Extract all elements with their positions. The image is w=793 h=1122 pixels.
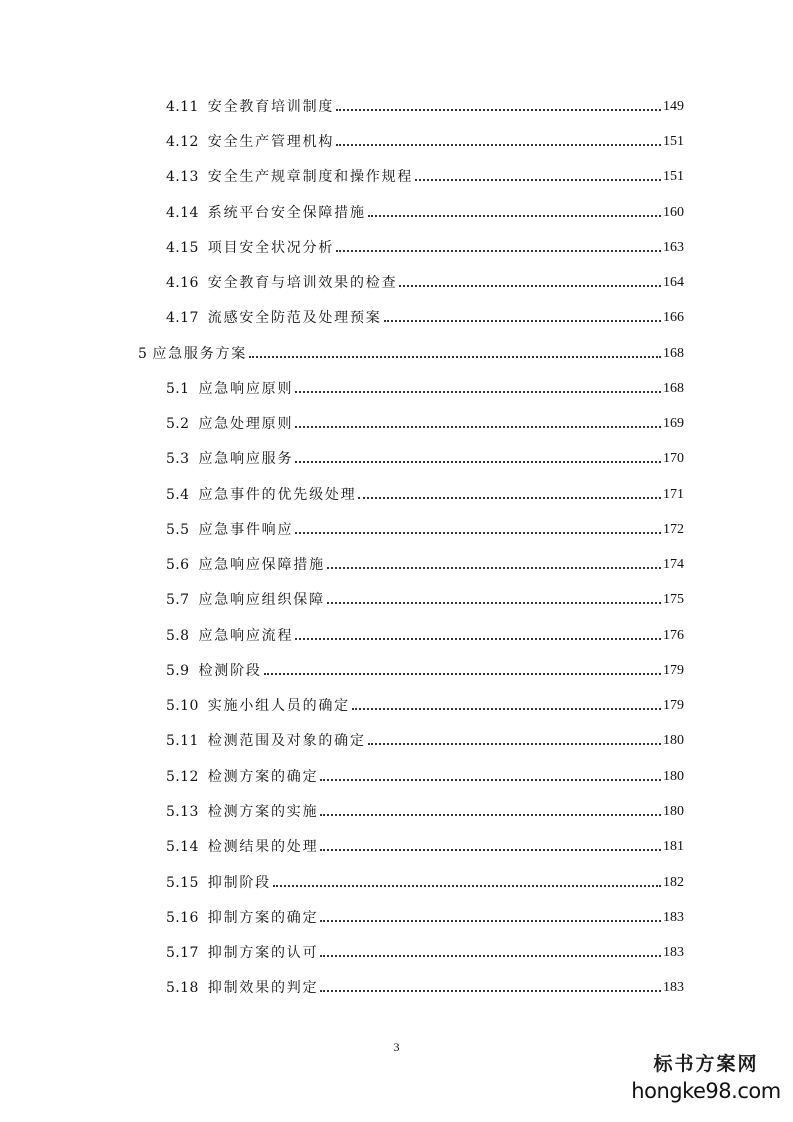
- toc-dot-leader: [295, 532, 661, 534]
- toc-entry-number: 4.16: [166, 275, 199, 291]
- toc-dot-leader: [320, 814, 661, 816]
- toc-entry-page: 151: [663, 169, 684, 184]
- toc-entry-title: 检测范围及对象的确定: [207, 733, 366, 749]
- toc-entry-number: 5.15: [166, 875, 199, 891]
- toc-entry-number: 5: [138, 346, 148, 362]
- toc-dot-leader: [384, 320, 661, 322]
- toc-entry-title: 应急响应保障措施: [198, 557, 325, 573]
- toc-entry-title: 应急服务方案: [152, 346, 248, 362]
- toc-entry[interactable]: [166, 164, 684, 186]
- toc-entry-page: 164: [663, 275, 684, 290]
- toc-entry-title: 检测方案的实施: [207, 804, 319, 820]
- toc-entry[interactable]: [166, 270, 684, 292]
- toc-entry-number: 4.14: [166, 205, 199, 221]
- toc-entry-number: 4.12: [166, 134, 199, 150]
- toc-entry-page: 179: [663, 698, 684, 713]
- watermark-domain: hongke98.com: [631, 1079, 781, 1103]
- toc-dot-leader: [415, 179, 661, 181]
- toc-dot-leader: [368, 743, 661, 745]
- toc-chapter-entry[interactable]: [138, 341, 684, 363]
- toc-entry[interactable]: [166, 834, 684, 856]
- toc-entry[interactable]: [166, 940, 684, 962]
- toc-entry-title: 检测方案的确定: [207, 769, 319, 785]
- toc-entry-page: 175: [663, 592, 684, 607]
- toc-entry-page: 183: [663, 945, 684, 960]
- toc-entry-page: 180: [663, 769, 684, 784]
- toc-entry-title: 应急响应服务: [198, 451, 294, 467]
- toc-entry-number: 4.11: [166, 99, 199, 115]
- toc-entry-number: 5.5: [166, 522, 190, 538]
- toc-entry-number: 5.8: [166, 628, 190, 644]
- toc-entry-page: 166: [663, 310, 684, 325]
- toc-entry-title: 应急处理原则: [198, 416, 294, 432]
- toc-entry-number: 5.2: [166, 416, 190, 432]
- toc-entry-page: 171: [663, 487, 684, 502]
- toc-dot-leader: [320, 849, 661, 851]
- toc-entry-title: 检测阶段: [198, 663, 262, 679]
- toc-dot-leader: [264, 673, 661, 675]
- toc-dot-leader: [295, 391, 661, 393]
- toc-entry-title: 流感安全防范及处理预案: [207, 310, 382, 326]
- toc-entry-page: 168: [663, 381, 684, 396]
- toc-entry-title: 应急事件的优先级处理: [198, 487, 357, 503]
- toc-entry-number: 5.14: [166, 839, 199, 855]
- toc-entry-page: 172: [663, 522, 684, 537]
- toc-dot-leader: [320, 920, 661, 922]
- toc-entry-number: 5.17: [166, 945, 199, 961]
- toc-dot-leader: [336, 109, 661, 111]
- toc-entry[interactable]: [166, 764, 684, 786]
- toc-entry[interactable]: [166, 411, 684, 433]
- toc-dot-leader: [336, 144, 661, 146]
- toc-entry-number: 5.9: [166, 663, 190, 679]
- toc-entry-title: 应急响应原则: [198, 381, 294, 397]
- toc-entry[interactable]: [166, 376, 684, 398]
- toc-dot-leader: [320, 990, 661, 992]
- toc-dot-leader: [249, 356, 661, 358]
- toc-entry[interactable]: [166, 446, 684, 468]
- toc-entry[interactable]: [166, 517, 684, 539]
- toc-entry-title: 项目安全状况分析: [207, 240, 335, 256]
- toc-entry-title: 抑制方案的确定: [207, 910, 319, 926]
- toc-entry-page: 170: [663, 451, 684, 466]
- toc-entry-page: 181: [663, 839, 684, 854]
- toc-entry[interactable]: [166, 693, 684, 715]
- toc-entry-page: 149: [663, 99, 684, 114]
- toc-entry-title: 抑制效果的判定: [207, 980, 319, 996]
- toc-entry-number: 5.13: [166, 804, 199, 820]
- toc-dot-leader: [295, 461, 661, 463]
- toc-entry-page: 168: [663, 346, 684, 361]
- toc-entry-title: 安全生产规章制度和操作规程: [207, 169, 414, 185]
- toc-entry-page: 176: [663, 628, 684, 643]
- toc-entry-title: 抑制阶段: [207, 875, 271, 891]
- toc-entry-number: 4.13: [166, 169, 199, 185]
- toc-entry-page: 180: [663, 733, 684, 748]
- toc-entry[interactable]: [166, 235, 684, 257]
- toc-entry-title: 抑制方案的认可: [207, 945, 319, 961]
- toc-entry-number: 4.15: [166, 240, 199, 256]
- toc-entry[interactable]: [166, 305, 684, 327]
- toc-dot-leader: [295, 426, 661, 428]
- toc-entry-number: 5.1: [166, 381, 190, 397]
- toc-entry-number: 5.4: [166, 487, 190, 503]
- toc-entry[interactable]: [166, 658, 684, 680]
- toc-dot-leader: [368, 215, 661, 217]
- toc-entry-number: 5.3: [166, 451, 190, 467]
- page-number: 3: [393, 1040, 400, 1054]
- toc-dot-leader: [327, 567, 661, 569]
- watermark-logo: [631, 1050, 781, 1112]
- toc-dot-leader: [358, 497, 661, 499]
- toc-dot-leader: [336, 250, 661, 252]
- toc-entry[interactable]: [166, 482, 684, 504]
- toc-entry-title: 实施小组人员的确定: [207, 698, 350, 714]
- toc-entry-number: 5.11: [166, 733, 199, 749]
- toc-entry[interactable]: [166, 623, 684, 645]
- toc-entry[interactable]: [166, 728, 684, 750]
- toc-entry[interactable]: [166, 870, 684, 892]
- toc-dot-leader: [273, 885, 661, 887]
- toc-entry-number: 4.17: [166, 310, 199, 326]
- toc-entry-title: 系统平台安全保障措施: [207, 205, 366, 221]
- toc-entry[interactable]: [166, 129, 684, 151]
- toc-entry-title: 应急响应流程: [198, 628, 294, 644]
- toc-entry-number: 5.10: [166, 698, 199, 714]
- toc-entry[interactable]: [166, 975, 684, 997]
- toc-entry[interactable]: [166, 200, 684, 222]
- toc-entry-title: 检测结果的处理: [207, 839, 319, 855]
- toc-entry-page: 179: [663, 663, 684, 678]
- toc-entry[interactable]: [166, 587, 684, 609]
- toc-entry[interactable]: [166, 905, 684, 927]
- toc-dot-leader: [399, 285, 661, 287]
- toc-entry-number: 5.12: [166, 769, 199, 785]
- toc-entry-number: 5.18: [166, 980, 199, 996]
- toc-entry-number: 5.6: [166, 557, 190, 573]
- watermark-name: 标书方案网: [653, 1053, 759, 1075]
- toc-entry-page: 174: [663, 557, 684, 572]
- toc-dot-leader: [320, 779, 661, 781]
- toc-entry-page: 151: [663, 134, 684, 149]
- toc-entry-title: 应急事件响应: [198, 522, 294, 538]
- toc-entry-page: 182: [663, 875, 684, 890]
- toc-entry-number: 5.7: [166, 592, 190, 608]
- toc-dot-leader: [327, 602, 661, 604]
- toc-dot-leader: [295, 638, 661, 640]
- toc-entry-page: 163: [663, 240, 684, 255]
- toc-entry-page: 183: [663, 910, 684, 925]
- toc-dot-leader: [320, 955, 661, 957]
- toc-entry[interactable]: [166, 799, 684, 821]
- toc-entry-page: 180: [663, 804, 684, 819]
- toc-entry[interactable]: [166, 552, 684, 574]
- toc-entry-title: 应急响应组织保障: [198, 592, 325, 608]
- toc-entry-page: 183: [663, 980, 684, 995]
- toc-entry-page: 160: [663, 205, 684, 220]
- toc-entry-page: 169: [663, 416, 684, 431]
- toc-entry[interactable]: [166, 94, 684, 116]
- toc-dot-leader: [352, 708, 661, 710]
- toc-entry-title: 安全教育与培训效果的检查: [207, 275, 398, 291]
- toc-entry-number: 5.16: [166, 910, 199, 926]
- toc-entry-title: 安全教育培训制度: [207, 99, 335, 115]
- toc-entry-title: 安全生产管理机构: [207, 134, 335, 150]
